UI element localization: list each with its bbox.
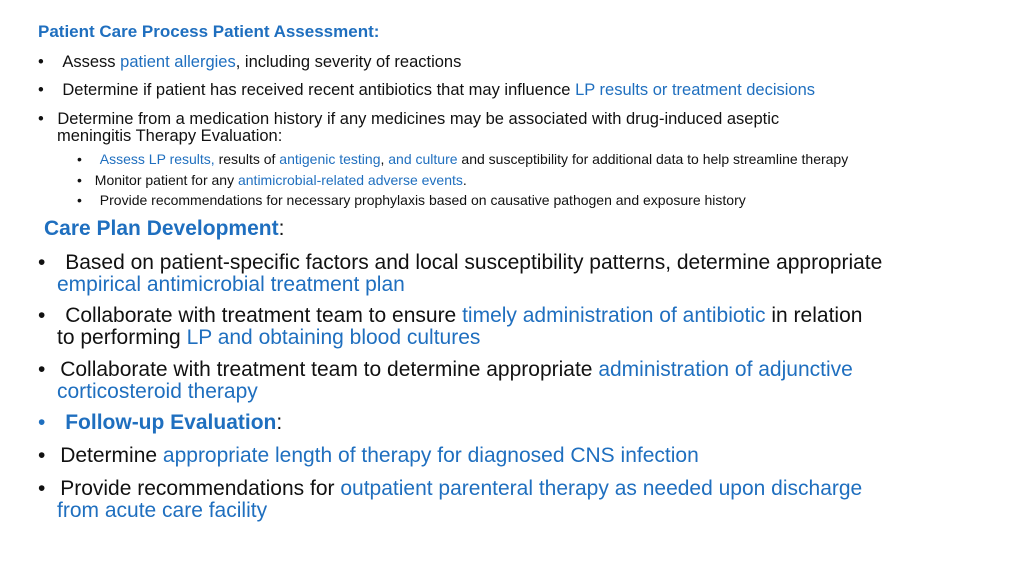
heading-colon: : xyxy=(278,217,285,240)
care-item-empirical xyxy=(38,251,882,274)
highlight-outpatient-therapy: outpatient parenteral therapy as needed upon discharge xyxy=(340,477,863,500)
item-text: in relation xyxy=(765,304,863,327)
highlight-and-culture: and culture xyxy=(388,151,458,167)
item-text: to performing xyxy=(57,326,187,349)
follow-up-heading: Follow-up Evaluation xyxy=(65,411,277,434)
highlight-lp-blood-cultures: LP and obtaining blood cultures xyxy=(186,326,481,349)
bullet: • xyxy=(38,358,46,381)
item-text: Provide recommendations for necessary prophylaxis based on causative pathogen and exposure history xyxy=(99,192,746,208)
care-item-length-of-therapy xyxy=(38,444,699,467)
highlight-lp-results: LP results or treatment decisions xyxy=(575,81,816,99)
bullet: • xyxy=(38,53,44,71)
section2-heading xyxy=(44,217,284,241)
item-text: , including severity of reactions xyxy=(235,53,462,71)
item-text: Determine from a medication history if any medicines may be associated with drug-induced aseptic xyxy=(57,110,780,128)
section1-heading: Patient Care Process Patient Assessment: xyxy=(38,22,380,41)
assessment-item-antibiotics xyxy=(38,81,815,99)
bullet: • xyxy=(38,81,44,99)
care-item-corticosteroid xyxy=(38,358,853,381)
item-text: , xyxy=(380,151,389,167)
sub-bullet: • xyxy=(77,192,82,208)
item-text: Determine xyxy=(60,444,163,467)
highlight-patient-allergies: patient allergies xyxy=(120,53,236,71)
highlight-corticosteroid-therapy: corticosteroid therapy xyxy=(57,380,258,403)
sub-bullet: • xyxy=(77,151,82,167)
highlight-adjunctive: administration of adjunctive xyxy=(598,358,853,381)
care-item-timely-admin-line2 xyxy=(57,326,480,349)
heading-colon: : xyxy=(276,411,283,434)
assessment-item-medication-history xyxy=(38,110,779,128)
bullet: • xyxy=(38,251,46,274)
assessment-item-allergies xyxy=(38,53,461,71)
highlight-timely-admin: timely administration of antibiotic xyxy=(462,304,766,327)
highlight-adverse-events: antimicrobial-related adverse events xyxy=(237,172,463,188)
item-text: Provide recommendations for xyxy=(60,477,341,500)
evaluation-item-prophylaxis xyxy=(77,192,746,208)
bullet: • xyxy=(38,110,44,128)
item-text: and susceptibility for additional data to help streamline therapy xyxy=(457,151,849,167)
item-text: results of xyxy=(214,151,280,167)
bullet: • xyxy=(38,411,46,434)
evaluation-item-adverse-events xyxy=(77,172,467,188)
highlight-empirical-plan: empirical antimicrobial treatment plan xyxy=(57,273,405,296)
highlight-length-of-therapy: appropriate length of therapy for diagnosed CNS infection xyxy=(162,444,699,467)
bullet: • xyxy=(38,444,46,467)
bullet: • xyxy=(38,477,46,500)
item-text: Monitor patient for any xyxy=(94,172,238,188)
highlight-assess-lp: Assess LP results, xyxy=(99,151,215,167)
bullet: • xyxy=(38,304,46,327)
item-text: . xyxy=(462,172,467,188)
sub-bullet: • xyxy=(77,172,82,188)
care-item-outpatient xyxy=(38,477,862,500)
item-text: Determine if patient has received recent antibiotics that may influence xyxy=(62,81,576,99)
highlight-acute-care: from acute care facility xyxy=(57,499,268,522)
highlight-antigenic-testing: antigenic testing xyxy=(279,151,381,167)
item-text: Based on patient-specific factors and local susceptibility patterns, determine appropriate xyxy=(65,251,883,274)
item-text: Collaborate with treatment team to determine appropriate xyxy=(60,358,599,381)
care-item-timely-admin xyxy=(38,304,862,327)
item-text: Assess xyxy=(62,53,121,71)
assessment-item-medication-history-line2: meningitis Therapy Evaluation: xyxy=(57,127,283,145)
care-item-follow-up xyxy=(38,411,282,434)
care-plan-heading: Care Plan Development xyxy=(44,217,279,240)
item-text: Collaborate with treatment team to ensure xyxy=(65,304,463,327)
evaluation-item-lp-results xyxy=(77,151,848,167)
